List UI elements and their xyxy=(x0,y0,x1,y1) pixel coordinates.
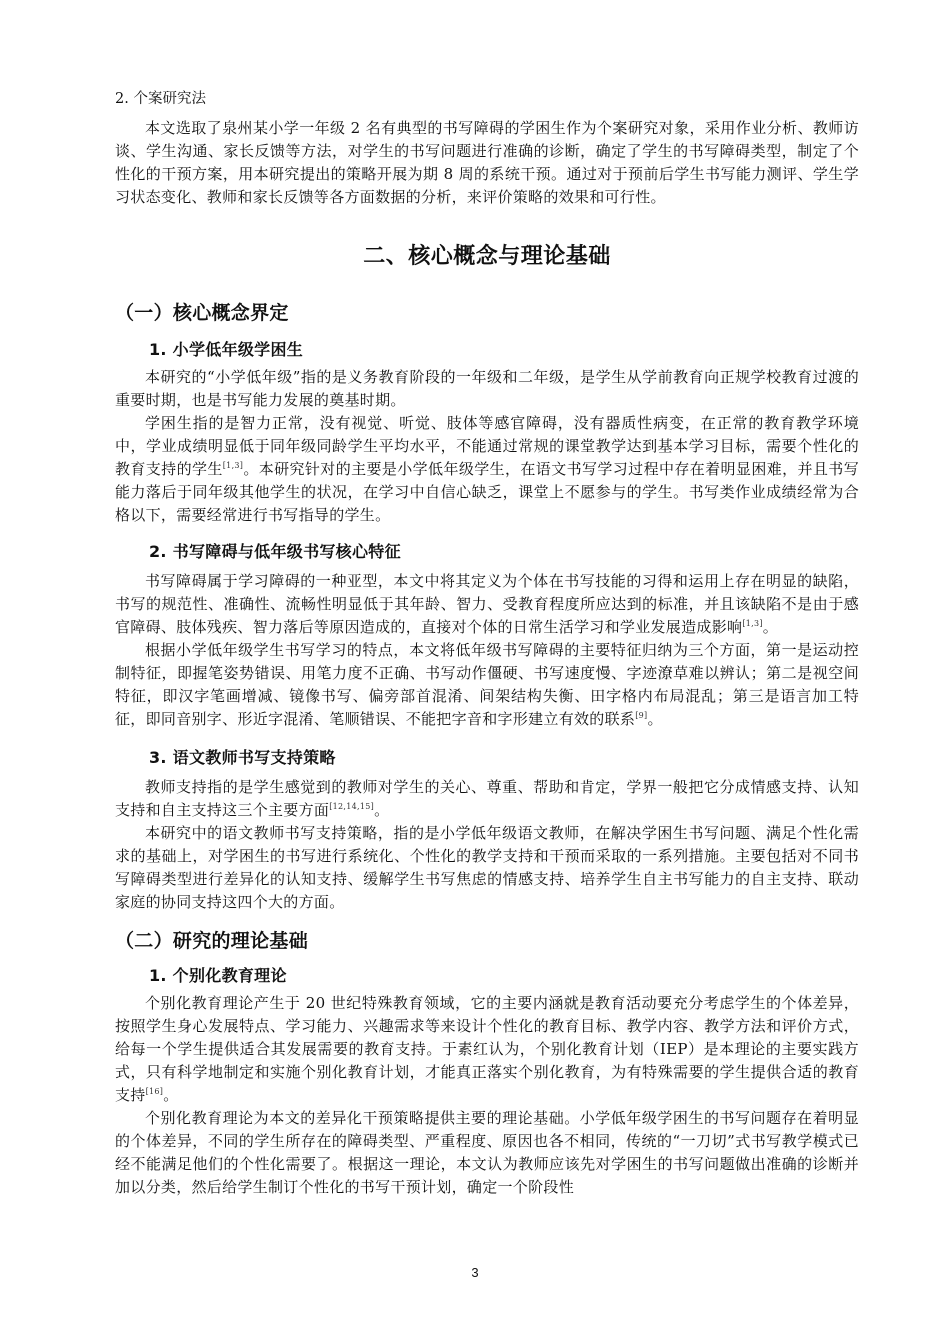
paragraph-teacher-support-strategy: 本研究中的语文教师书写支持策略，指的是小学低年级语文教师，在解决学困生书写问题、满足个性化需求的基础上，对学困生的书写进行系统化、个性化的教学支持和干预而采取的一系列措施。主要包括对不同书写障碍类型进行差异化的认知支持、缓解学生书写焦虑的情感支持、培养学生自主书写能力的自主支持、联动家庭的协同支持这四个大的方面。 xyxy=(115,824,859,911)
citation: [1,3] xyxy=(222,461,244,470)
subsection-title-writing-disorder: 2. 书写障碍与低年级书写核心特征 xyxy=(149,542,401,561)
paragraph-teacher-support-definition xyxy=(115,776,859,822)
subsection-title-individualized-education: 1. 个别化教育理论 xyxy=(149,966,287,985)
citation: [12,14,15] xyxy=(329,802,375,811)
paragraph-low-grade-definition: 本研究的“小学低年级”指的是义务教育阶段的一年级和二年级，是学生从学前教育向正规学校教育过渡的重要时期，也是书写能力发展的奠基时期。 xyxy=(115,368,859,409)
page-number: 3 xyxy=(471,1265,479,1280)
citation: [16] xyxy=(145,1087,164,1096)
paragraph-text: 。本研究针对的主要是小学低年级学生，在语文书写学习过程中存在着明显困难，并且书写能力落后于同年级其他学生的状况，在学习中自信心缺乏，课堂上不愿参与的学生。书写类作业成绩经常为合格以下，需要经常进行书写指导的学生。 xyxy=(115,460,859,524)
paragraph-writing-disorder-definition xyxy=(115,570,859,639)
paragraph-text: 。 xyxy=(647,710,663,728)
paragraph-text: 根据小学低年级学生书写学习的特点，本文将低年级书写障碍的主要特征归纳为三个方面，第一是运动控制特征，即握笔姿势错误、用笔力度不正确、书写动作僵硬、书写速度慢、字迹潦草难以辨认；第二是视空间特征，即汉字笔画增减、镜像书写、偏旁部首混淆、间架结构失衡、田字格内布局混乱；第三是语言加工特征，即同音别字、形近字混淆、笔顺错误、不能把字音和字形建立有效的联系 xyxy=(115,641,859,728)
paragraph-text: 个别化教育理论产生于 20 世纪特殊教育领域，它的主要内涵就是教育活动要充分考虑学生的个体差异，按照学生身心发展特点、学习能力、兴趣需求等来设计个性化的教育目标、教学内容、教学方法和评价方式，给每一个学生提供适合其发展需要的教育支持。于素红认为，个别化教育计划（IEP）是本理论的主要实践方式，只有科学地制定和实施个别化教育计划，才能真正落实个别化教育，为有特殊需要的学生提供合适的教育支持 xyxy=(115,994,859,1104)
paragraph-text: 书写障碍属于学习障碍的一种亚型，本文中将其定义为个体在书写技能的习得和运用上存在明显的缺陷，书写的规范性、准确性、流畅性明显低于其年龄、智力、受教育程度所应达到的标准，并且该缺陷不是由于感官障碍、肢体残疾、智力落后等原因造成的，直接对个体的日常生活学习和学业发展造成影响 xyxy=(115,572,859,636)
paragraph-text: 。 xyxy=(374,801,390,819)
paragraph-struggling-student-definition xyxy=(115,412,859,527)
chapter-title: 二、核心概念与理论基础 xyxy=(363,244,611,269)
citation: [9] xyxy=(635,711,648,720)
method-paragraph: 本文选取了泉州某小学一年级 2 名有典型的书写障碍的学困生作为个案研究对象，采用作业分析、教师访谈、学生沟通、家长反馈等方法，对学生的书写问题进行准确的诊断，确定了学生的书写障碍类型，制定了个性化的干预方案，用本研究提出的策略开展为期 8 周的系统干预。通过对于预前后学生书写能力测评、学生学习状态变化、教师和家长反馈等各方面数据的分析，来评价策略的效果和可行性。 xyxy=(115,119,859,206)
paragraph-writing-disorder-features xyxy=(115,639,859,731)
method-subsection-title: 2. 个案研究法 xyxy=(115,91,206,107)
subsection-title-teacher-support: 3. 语文教师书写支持策略 xyxy=(149,748,336,767)
citation: [1,3] xyxy=(742,619,763,628)
paragraph-text: 学困生指的是智力正常，没有视觉、听觉、肢体等感官障碍，没有器质性病变，在正常的教育教学环境中，学业成绩明显低于同年级同龄学生平均水平，不能通过常规的课堂教学达到基本学习目标，需要个性化的教育支持的学生 xyxy=(115,414,859,478)
page-content xyxy=(115,88,859,1199)
subsection-title-low-grade-students: 1. 小学低年级学困生 xyxy=(149,340,304,359)
paragraph-text: 。 xyxy=(762,618,779,636)
paragraph-text: 。 xyxy=(163,1086,179,1104)
paragraph-individualized-application: 个别化教育理论为本文的差异化干预策略提供主要的理论基础。小学低年级学困生的书写问题存在着明显的个体差异，不同的学生所存在的障碍类型、严重程度、原因也各不相同，传统的“一刀切”式书写教学模式已经不能满足他们的个性化需要了。根据这一理论，本文认为教师应该先对学困生的书写问题做出准确的诊断并加以分类，然后给学生制订个性化的书写干预计划，确定一个阶段性 xyxy=(115,1109,859,1196)
section-title-concepts: （一）核心概念界定 xyxy=(115,302,289,324)
paragraph-text: 教师支持指的是学生感觉到的教师对学生的关心、尊重、帮助和肯定，学界一般把它分成情感支持、认知支持和自主支持这三个主要方面 xyxy=(115,778,859,819)
paragraph-individualized-theory xyxy=(115,992,859,1107)
section-title-theory: （二）研究的理论基础 xyxy=(115,930,309,952)
